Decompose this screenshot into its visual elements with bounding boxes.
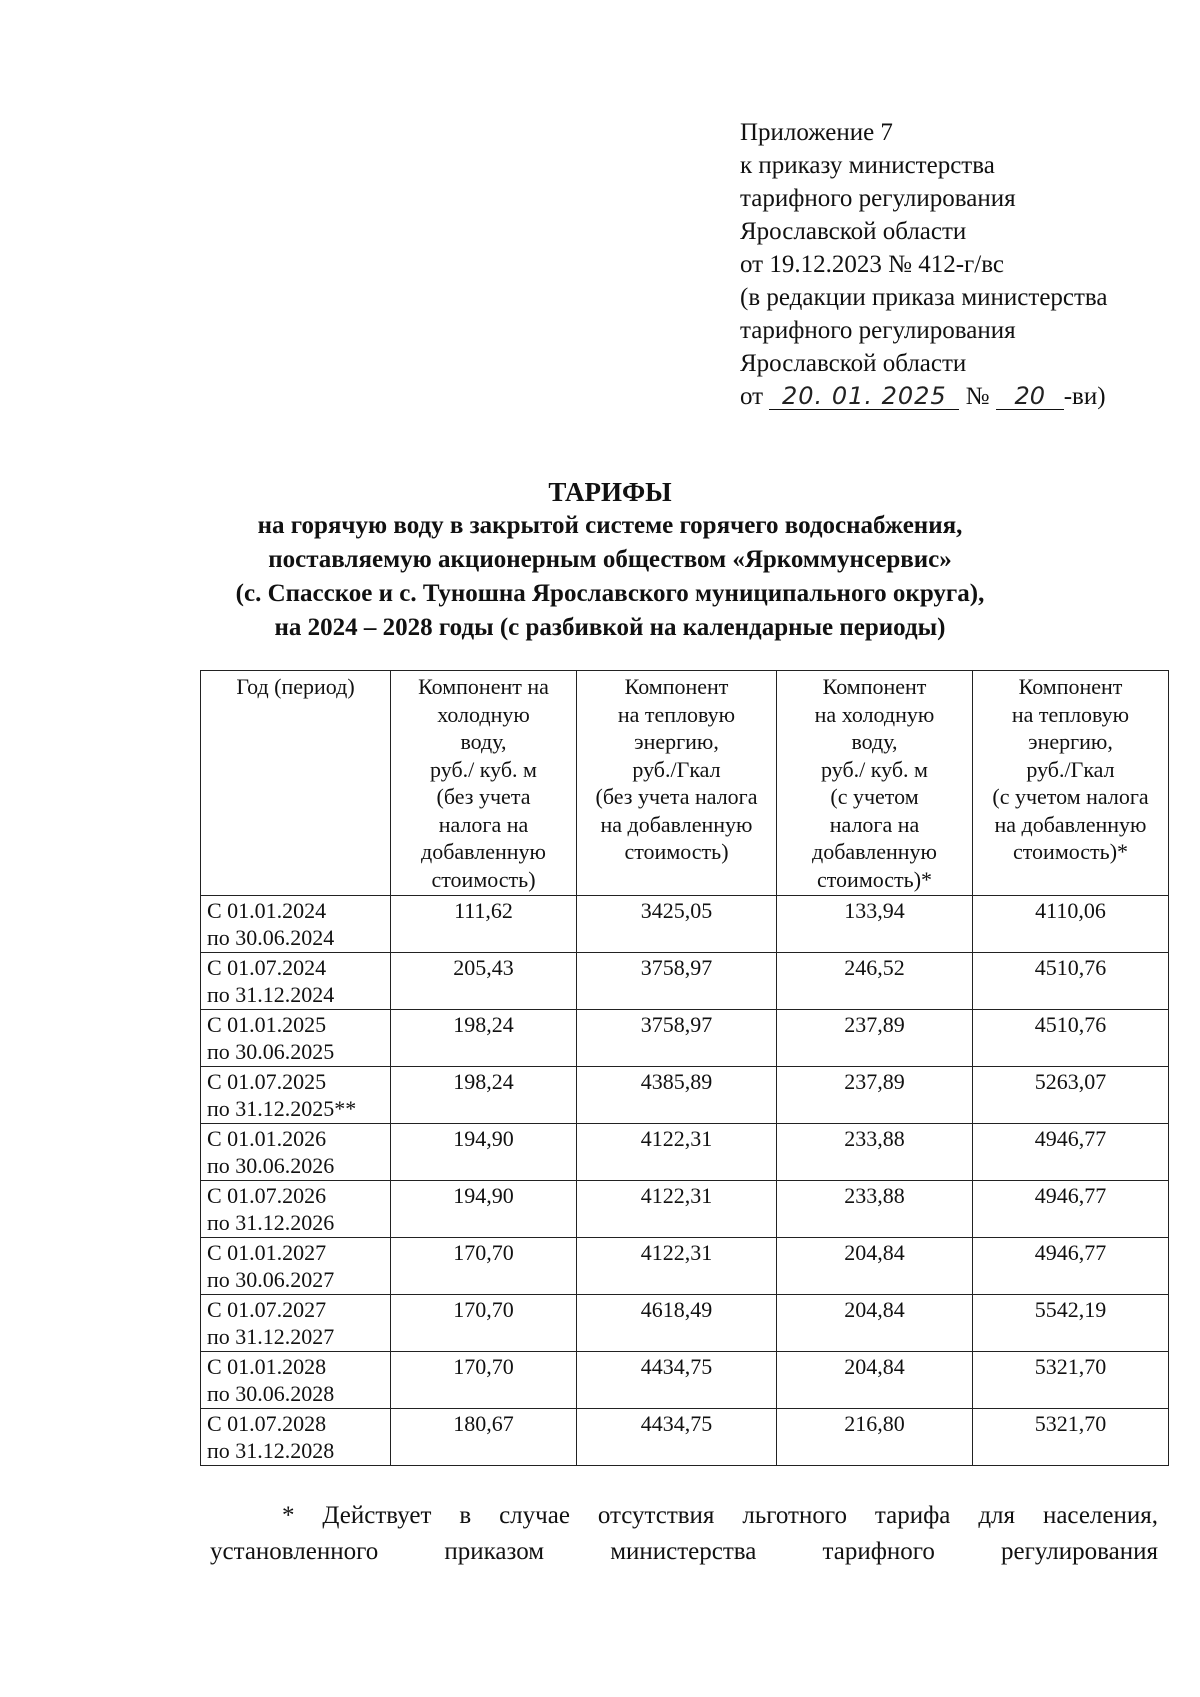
table-row (201, 1238, 1169, 1295)
period-from: С 01.01.2024 (207, 898, 327, 923)
period-to: по 30.06.2025 (207, 1039, 335, 1064)
cell-heat-vat: 4946,77 (973, 1124, 1169, 1181)
header-cold-vat: Компонент на холодную воду, руб./ куб. м (с учетом налога на добавленную стоимость)* (777, 671, 973, 896)
table-row (201, 1295, 1169, 1352)
table-row (201, 1010, 1169, 1067)
cell-period (201, 1238, 391, 1295)
handwritten-number: 20 (996, 383, 1064, 410)
table-row (201, 1352, 1169, 1409)
table-header-row (201, 671, 1169, 896)
footnote-line: установленного приказом министерства тарифного регулирования (210, 1538, 1158, 1565)
cell-heat-no-vat: 4122,31 (577, 1124, 777, 1181)
cell-cold-vat: 246,52 (777, 953, 973, 1010)
appendix-line: Ярославской области (740, 350, 967, 377)
document-title (150, 475, 1070, 645)
period-from: С 01.01.2026 (207, 1126, 327, 1151)
header-heat-no-vat: Компонент на тепловую энергию, руб./Гкал (без учета налога на добавленную стоимость) (577, 671, 777, 896)
table-row (201, 1124, 1169, 1181)
period-to: по 31.12.2025** (207, 1096, 357, 1121)
title-line: (с. Спасское и с. Туношна Ярославского муниципального округа), (235, 580, 985, 607)
cell-cold-no-vat: 198,24 (391, 1010, 577, 1067)
cell-heat-vat: 5321,70 (973, 1352, 1169, 1409)
cell-cold-no-vat: 194,90 (391, 1124, 577, 1181)
cell-heat-no-vat: 4434,75 (577, 1409, 777, 1466)
cell-heat-vat: 4110,06 (973, 896, 1169, 953)
cell-period (201, 896, 391, 953)
appendix-line: к приказу министерства (740, 152, 995, 179)
footnote-line: * Действует в случае отсутствия льготного тарифа для населения, (282, 1502, 1158, 1529)
period-from: С 01.07.2028 (207, 1411, 327, 1436)
cell-heat-vat: 4510,76 (973, 953, 1169, 1010)
period-from: С 01.01.2028 (207, 1354, 327, 1379)
period-from: С 01.01.2027 (207, 1240, 327, 1265)
cell-cold-vat: 233,88 (777, 1124, 973, 1181)
amendment-order-line (740, 380, 1180, 413)
cell-cold-vat: 216,80 (777, 1409, 973, 1466)
title-line: на 2024 – 2028 годы (с разбивкой на календарные периоды) (274, 614, 946, 641)
cell-cold-no-vat: 180,67 (391, 1409, 577, 1466)
period-to: по 30.06.2024 (207, 925, 335, 950)
cell-cold-no-vat: 170,70 (391, 1238, 577, 1295)
period-from: С 01.01.2025 (207, 1012, 327, 1037)
period-to: по 30.06.2026 (207, 1153, 335, 1178)
cell-heat-vat: 4946,77 (973, 1181, 1169, 1238)
number-sign: № (965, 383, 990, 410)
cell-heat-no-vat: 3758,97 (577, 1010, 777, 1067)
cell-period (201, 1067, 391, 1124)
handwritten-date: 20. 01. 2025 (769, 383, 959, 410)
appendix-header (740, 116, 1180, 413)
footnote (210, 1498, 1158, 1570)
period-to: по 30.06.2028 (207, 1381, 335, 1406)
cell-period (201, 1124, 391, 1181)
cell-heat-no-vat: 3425,05 (577, 896, 777, 953)
cell-heat-no-vat: 4385,89 (577, 1067, 777, 1124)
header-period: Год (период) (201, 671, 391, 896)
appendix-line: Ярославской области (740, 218, 967, 245)
appendix-line: от 19.12.2023 № 412-г/вс (740, 251, 1004, 278)
cell-heat-vat: 5321,70 (973, 1409, 1169, 1466)
period-to: по 31.12.2024 (207, 982, 335, 1007)
cell-period (201, 1352, 391, 1409)
cell-heat-no-vat: 4618,49 (577, 1295, 777, 1352)
cell-cold-vat: 233,88 (777, 1181, 973, 1238)
table-body (201, 896, 1169, 1466)
from-prefix: от (740, 383, 764, 410)
cell-cold-no-vat: 170,70 (391, 1352, 577, 1409)
period-to: по 31.12.2027 (207, 1324, 335, 1349)
period-from: С 01.07.2024 (207, 955, 327, 980)
appendix-line: Приложение 7 (740, 119, 893, 146)
cell-cold-no-vat: 198,24 (391, 1067, 577, 1124)
table-row (201, 1181, 1169, 1238)
cell-period (201, 953, 391, 1010)
period-to: по 30.06.2027 (207, 1267, 335, 1292)
appendix-line: (в редакции приказа министерства (740, 284, 1108, 311)
table-row (201, 1067, 1169, 1124)
header-heat-vat: Компонент на тепловую энергию, руб./Гкал (с учетом налога на добавленную стоимость)* (973, 671, 1169, 896)
cell-period (201, 1409, 391, 1466)
cell-period (201, 1010, 391, 1067)
cell-cold-no-vat: 205,43 (391, 953, 577, 1010)
appendix-line: тарифного регулирования (740, 317, 1016, 344)
period-to: по 31.12.2028 (207, 1438, 335, 1463)
cell-heat-no-vat: 4122,31 (577, 1181, 777, 1238)
cell-heat-no-vat: 4122,31 (577, 1238, 777, 1295)
period-to: по 31.12.2026 (207, 1210, 335, 1235)
cell-heat-vat: 5542,19 (973, 1295, 1169, 1352)
cell-cold-vat: 204,84 (777, 1352, 973, 1409)
appendix-line: тарифного регулирования (740, 185, 1016, 212)
cell-cold-vat: 237,89 (777, 1010, 973, 1067)
table-row (201, 1409, 1169, 1466)
cell-cold-vat: 133,94 (777, 896, 973, 953)
cell-heat-vat: 4510,76 (973, 1010, 1169, 1067)
title-line: поставляемую акционерным обществом «Яркоммунсервис» (268, 546, 952, 573)
period-from: С 01.07.2027 (207, 1297, 327, 1322)
cell-cold-no-vat: 111,62 (391, 896, 577, 953)
table-row (201, 953, 1169, 1010)
cell-heat-no-vat: 3758,97 (577, 953, 777, 1010)
cell-cold-no-vat: 194,90 (391, 1181, 577, 1238)
title-line: на горячую воду в закрытой системе горячего водоснабжения, (257, 512, 963, 539)
period-from: С 01.07.2026 (207, 1183, 327, 1208)
cell-cold-vat: 204,84 (777, 1295, 973, 1352)
order-suffix: -ви) (1063, 383, 1106, 410)
cell-heat-no-vat: 4434,75 (577, 1352, 777, 1409)
cell-period (201, 1295, 391, 1352)
cell-cold-no-vat: 170,70 (391, 1295, 577, 1352)
title-main: ТАРИФЫ (548, 477, 672, 507)
cell-cold-vat: 237,89 (777, 1067, 973, 1124)
cell-heat-vat: 4946,77 (973, 1238, 1169, 1295)
cell-period (201, 1181, 391, 1238)
table-row (201, 896, 1169, 953)
cell-cold-vat: 204,84 (777, 1238, 973, 1295)
period-from: С 01.07.2025 (207, 1069, 327, 1094)
cell-heat-vat: 5263,07 (973, 1067, 1169, 1124)
header-cold-no-vat: Компонент на холодную воду, руб./ куб. м (без учета налога на добавленную стоимость) (391, 671, 577, 896)
tariffs-table (200, 670, 1169, 1466)
